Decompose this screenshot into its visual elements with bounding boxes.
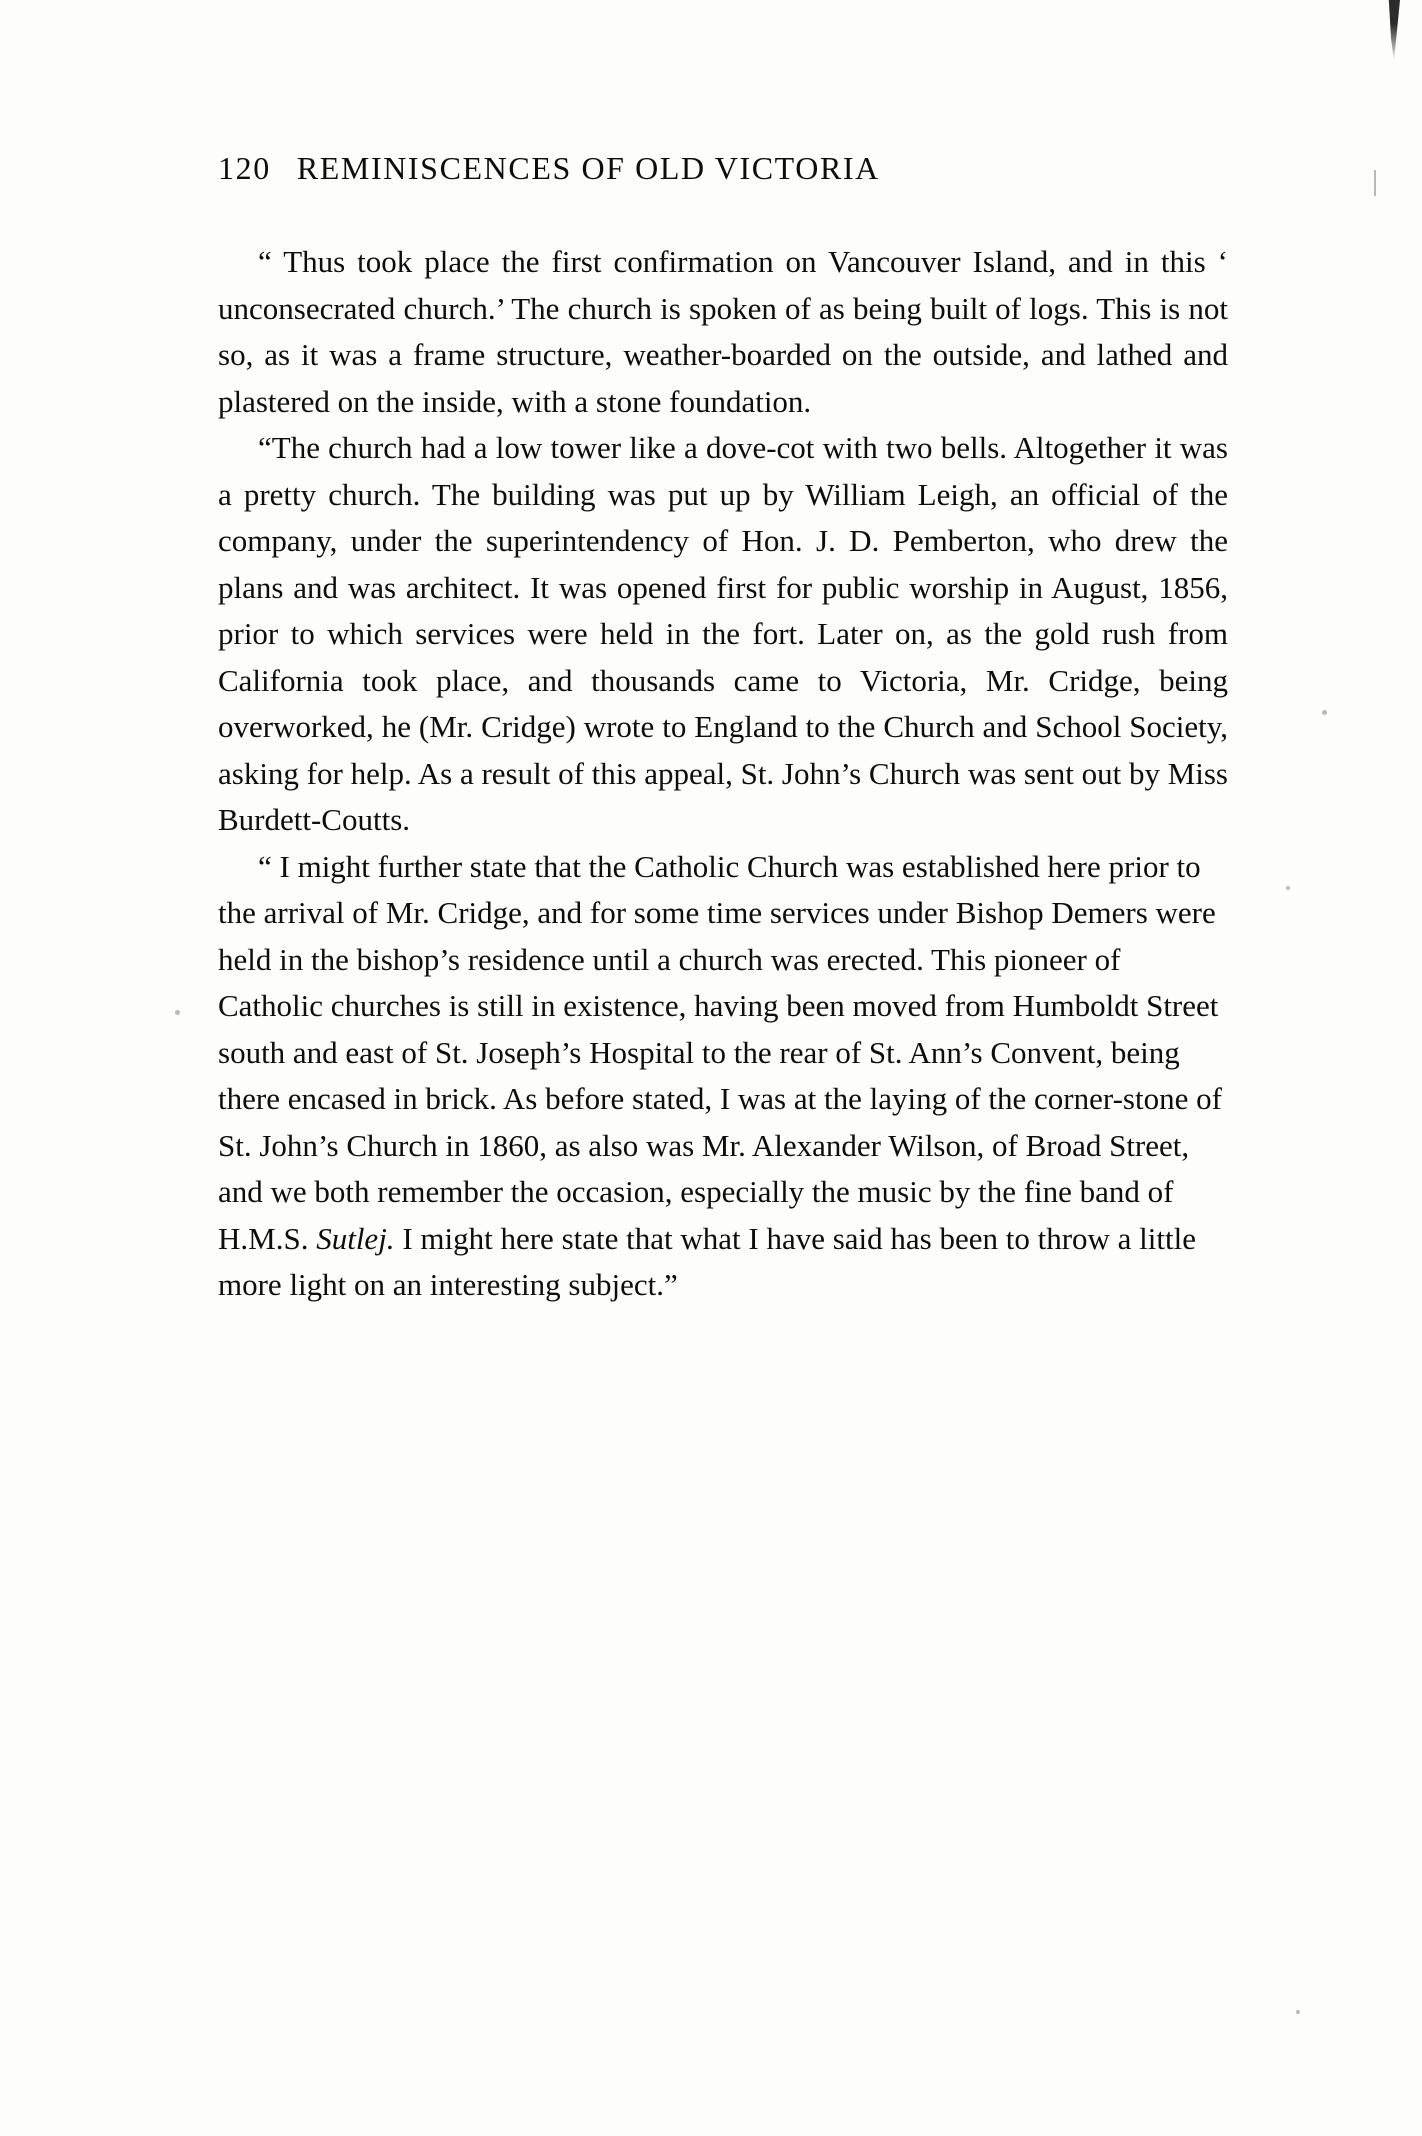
scan-speck — [1286, 886, 1290, 890]
scan-speck — [1296, 2010, 1300, 2014]
body-text — [218, 239, 1228, 1309]
page-number: 120 — [218, 150, 271, 186]
paragraph-tail: I might here state that what I have said has been to throw a little more light on an interesting subject.” — [218, 1220, 1197, 1302]
running-head — [218, 150, 1228, 187]
paragraph — [218, 844, 1228, 1309]
page-title: REMINISCENCES OF OLD VICTORIA — [296, 150, 880, 186]
scan-corner-artifact — [1384, 0, 1400, 62]
scan-speck — [175, 1010, 180, 1015]
ship-name: Sutlej. — [316, 1220, 395, 1256]
scan-speck — [1322, 710, 1327, 715]
paragraph: “The church had a low tower like a dove-cot with two bells. Altogether it was a pretty church. The building was put up by William Leigh, an official of the company, under the superintendency of Hon. J. D. Pemberton, who drew the plans and was architect. It was opened first for public worship in August, 1856, prior to which services were held in the fort. Later on, as the gold rush from California took place, and thousands came to Victoria, Mr. Cridge, being overworked, he (Mr. Cridge) wrote to England to the Church and School Society, asking for help. As a result of this appeal, St. John’s Church was sent out by Miss Burdett-Coutts. — [218, 430, 1228, 837]
paragraph: “ Thus took place the first confirmation on Vancouver Island, and in this ‘ unconsecrated church.’ The church is spoken of as being built of logs. This is not so, as it was a frame structure, weather-boarded on the outside, and lathed and plastered on the inside, with a stone foundation. — [218, 244, 1228, 419]
scan-edge-mark — [1374, 170, 1376, 196]
paragraph-text: “ I might further state that the Catholic Church was established here prior to the arrival of Mr. Cridge, and for some time services under Bishop Demers were held in the bishop’s residence until a church was erected. This pioneer of Catholic churches is still in existence, having been moved from Humboldt Street south and east of St. Joseph’s Hospital to the rear of St. Ann’s Convent, being there encased in brick. As before stated, I was at the laying of the corner-stone of St. John’s Church in 1860, as also was Mr. Alexander Wilson, of Broad Street, and we both remember the occasion, especially the music by the fine band of H.M.S. — [218, 848, 1222, 1256]
page-content — [218, 150, 1228, 1309]
